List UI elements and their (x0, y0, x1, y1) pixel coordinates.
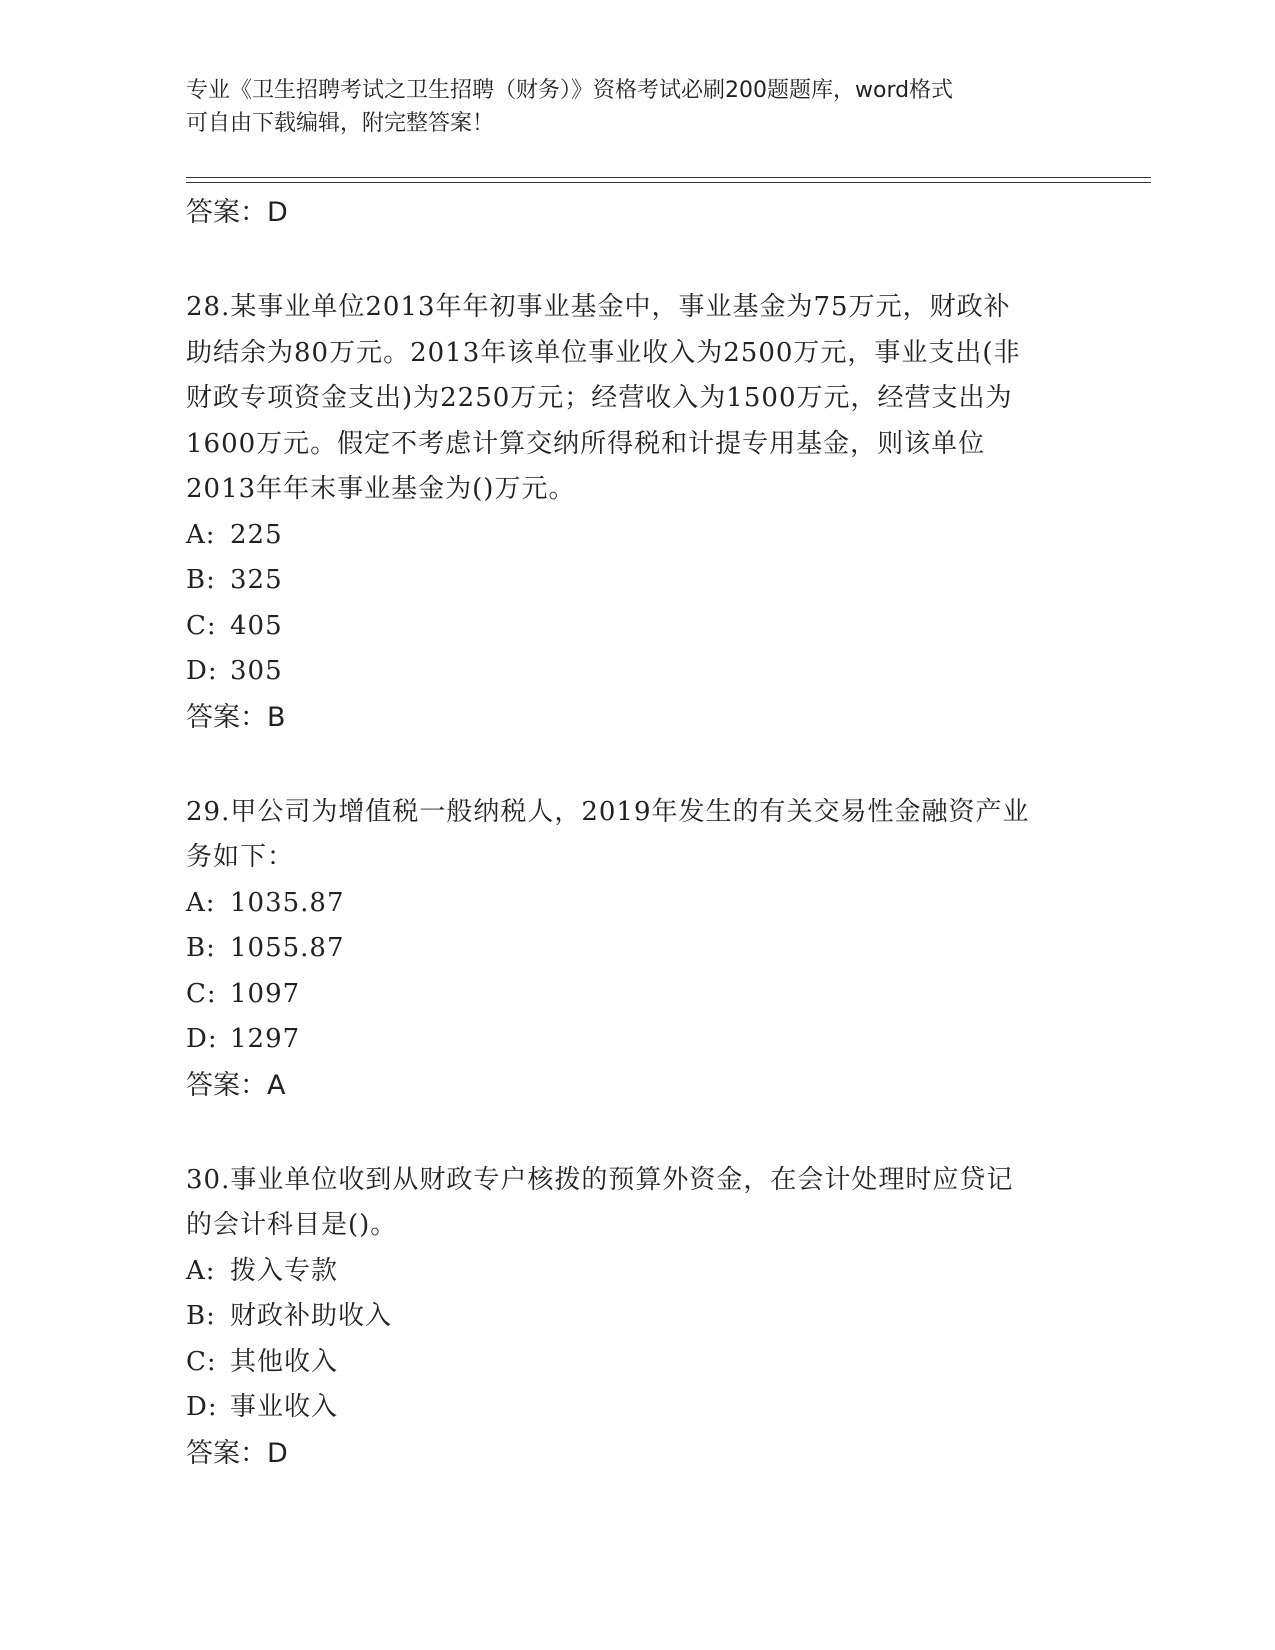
question-line: 2013年年末事业基金为()万元。 (186, 474, 576, 504)
question-block-30 (186, 1158, 1086, 1474)
option-text: 325 (230, 565, 283, 595)
question-line: 29.甲公司为增值税一般纳税人，2019年发生的有关交易性金融资产业 (186, 796, 1030, 827)
option-c (186, 604, 1086, 650)
question-line: 28.某事业单位2013年年初事业基金中，事业基金为75万元，财政补 (186, 292, 1011, 322)
option-letter: D: (186, 656, 218, 686)
question-line: 1600万元。假定不考虑计算交纳所得税和计提专用基金，则该单位 (186, 428, 986, 459)
header-line-1: 专业《卫生招聘考试之卫生招聘（财务）》资格考试必刷200题题库，word格式 (186, 78, 954, 103)
option-b (186, 926, 1086, 972)
option-text: 1055.87 (230, 933, 345, 963)
header-line-2: 可自由下载编辑，附完整答案！ (186, 111, 495, 136)
answer-label: 答案：B (186, 701, 286, 733)
answer-label: 答案：A (186, 1069, 286, 1101)
question-list (186, 193, 1086, 1474)
question-line: 的会计科目是()。 (186, 1210, 398, 1240)
option-a (186, 881, 1086, 927)
option-letter: D: (186, 1024, 218, 1054)
option-a (186, 513, 1086, 559)
option-text: 1097 (230, 978, 301, 1009)
option-text: 1035.87 (230, 887, 345, 918)
question-block-29 (186, 790, 1086, 1106)
question-line: 务如下： (186, 842, 295, 872)
spacer (186, 738, 1086, 790)
option-text: 事业收入 (230, 1392, 339, 1422)
option-letter: C: (186, 1346, 217, 1377)
option-letter: D: (186, 1392, 218, 1422)
spacer (186, 233, 1086, 285)
option-d (186, 1385, 1086, 1431)
previous-answer: 答案：D (186, 197, 288, 228)
option-text: 财政补助收入 (230, 1301, 393, 1331)
option-letter: A: (186, 887, 216, 918)
answer-label: 答案：D (186, 1437, 288, 1469)
option-d (186, 1017, 1086, 1063)
option-text: 405 (230, 610, 283, 641)
document-header (186, 74, 1066, 140)
header-divider-top (186, 177, 1151, 178)
option-text: 305 (230, 656, 283, 686)
option-letter: A: (186, 1255, 216, 1286)
option-text: 其他收入 (230, 1346, 339, 1377)
option-d (186, 649, 1086, 695)
option-text: 拨入专款 (230, 1255, 339, 1286)
option-c (186, 972, 1086, 1018)
question-block-28 (186, 285, 1086, 738)
option-text: 1297 (230, 1024, 301, 1054)
question-line: 财政专项资金支出)为2250万元；经营收入为1500万元，经营支出为 (186, 383, 1013, 413)
option-b (186, 1294, 1086, 1340)
question-line: 30.事业单位收到从财政专户核拨的预算外资金，在会计处理时应贷记 (186, 1164, 1014, 1195)
option-c (186, 1340, 1086, 1386)
option-letter: B: (186, 933, 216, 963)
spacer (186, 1106, 1086, 1158)
option-letter: B: (186, 1301, 216, 1331)
question-line: 助结余为80万元。2013年该单位事业收入为2500万元，事业支出(非 (186, 337, 1021, 368)
option-text: 225 (230, 519, 283, 550)
header-divider-bottom (186, 182, 1151, 183)
option-letter: A: (186, 519, 216, 550)
option-letter: C: (186, 978, 217, 1009)
option-letter: B: (186, 565, 216, 595)
option-a (186, 1249, 1086, 1295)
option-letter: C: (186, 610, 217, 641)
option-b (186, 558, 1086, 604)
